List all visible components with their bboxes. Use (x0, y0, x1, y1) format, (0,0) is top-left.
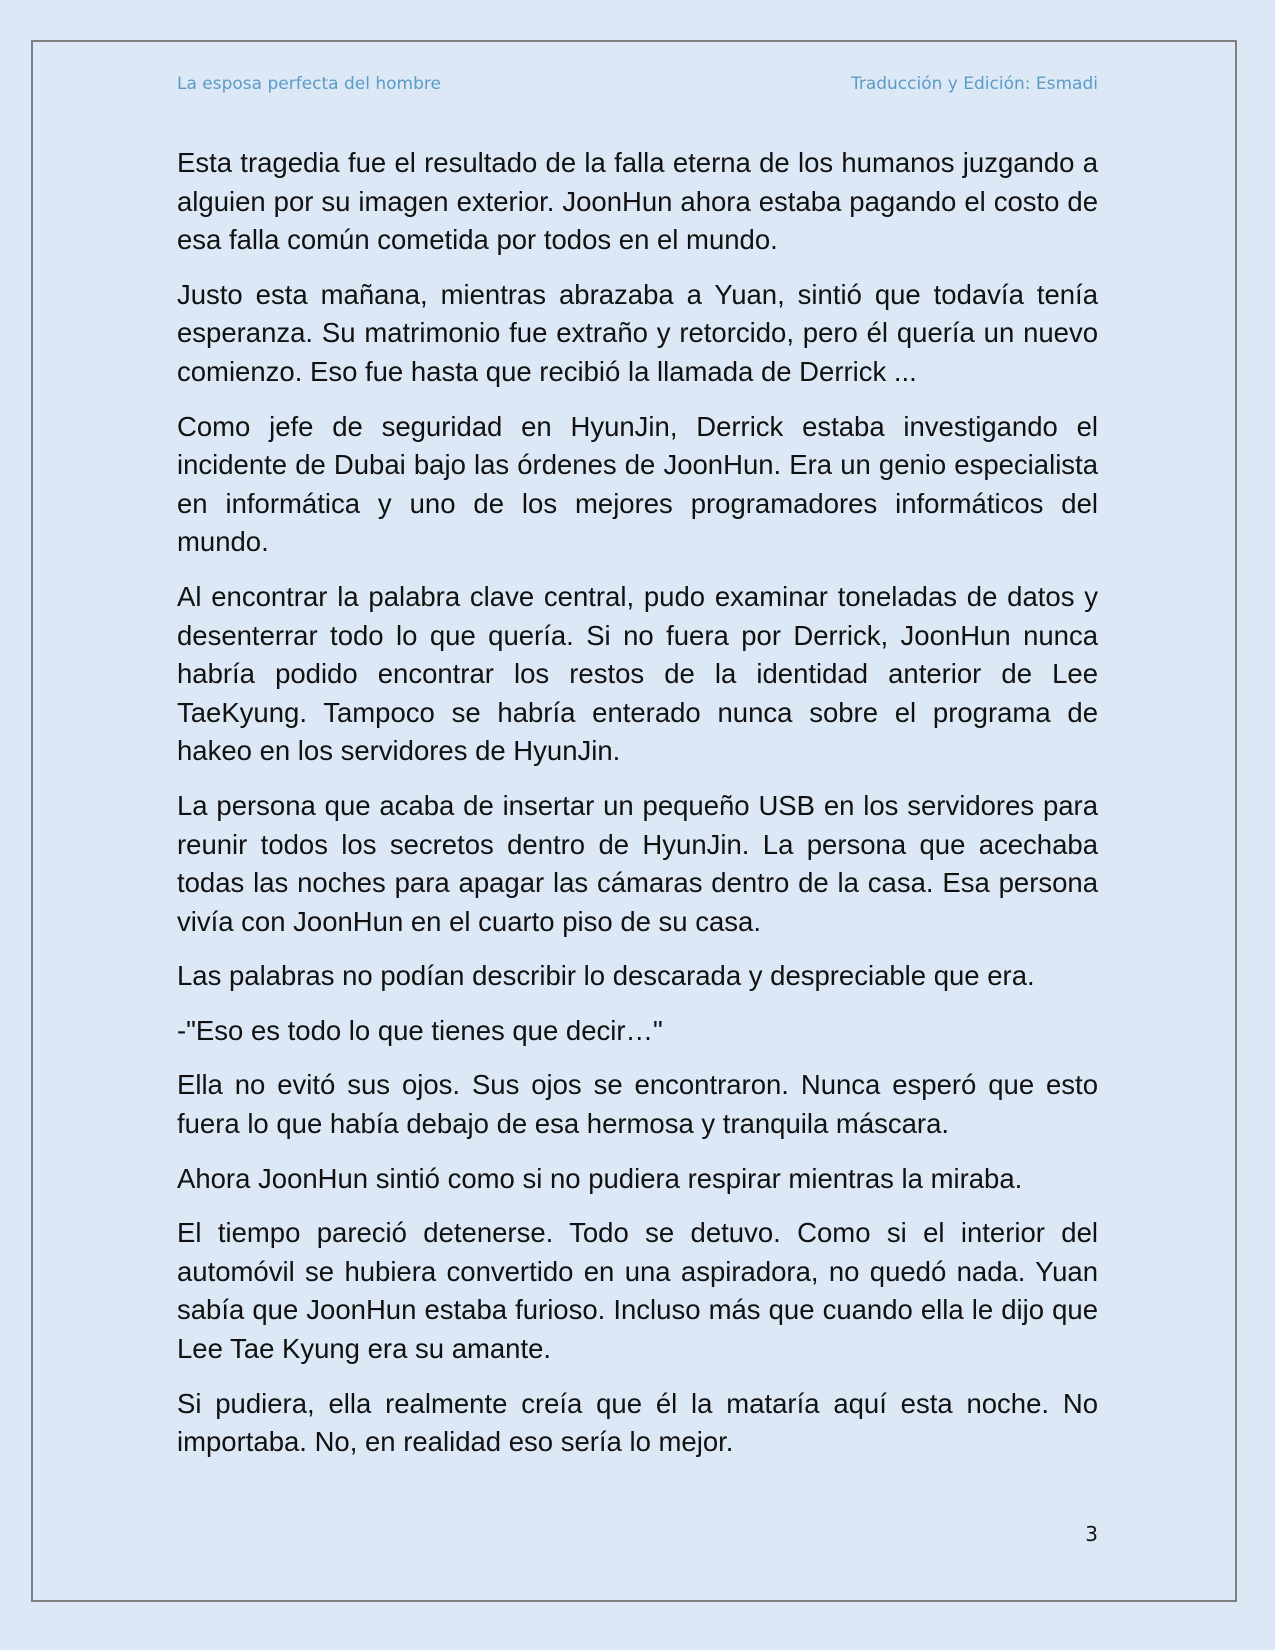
paragraph-7: -"Eso es todo lo que tienes que decir…" (177, 1014, 663, 1046)
page-number: 3 (1085, 1522, 1098, 1546)
paragraph-11: Si pudiera, ella realmente creía que él la mataría aquí esta noche. No importaba. No, en realidad eso sería lo mejor. (177, 1387, 1098, 1458)
paragraph-4: Al encontrar la palabra clave central, pudo examinar toneladas de datos y desenterrar todo lo que quería. Si no fuera por Derrick, JoonHun nunca habría podido encontrar los restos de la identidad anterior de Lee TaeKyung. Tampoco se habría enterado nunca sobre el programa de hakeo en los servidores de HyunJin. (177, 580, 1098, 767)
header-book-title: La esposa perfecta del hombre (177, 74, 441, 94)
paragraph-8: Ella no evitó sus ojos. Sus ojos se encontraron. Nunca esperó que esto fuera lo que había debajo de esa hermosa y tranquila máscara. (177, 1069, 1098, 1140)
header-credits: Traducción y Edición: Esmadi (850, 74, 1098, 94)
paragraph-9: Ahora JoonHun sintió como si no pudiera respirar mientras la miraba. (177, 1162, 1023, 1194)
paragraph-3: Como jefe de seguridad en HyunJin, Derrick estaba investigando el incidente de Dubai bajo las órdenes de JoonHun. Era un genio especialista en informática y uno de los mejores programadores informáticos del mundo. (177, 410, 1098, 558)
page-header (177, 74, 1098, 94)
paragraph-10: El tiempo pareció detenerse. Todo se detuvo. Como si el interior del automóvil se hubiera convertido en una aspiradora, no quedó nada. Yuan sabía que JoonHun estaba furioso. Incluso más que cuando ella le dijo que Lee Tae Kyung era su amante. (177, 1217, 1098, 1365)
paragraph-5: La persona que acaba de insertar un pequeño USB en los servidores para reunir todos los secretos dentro de HyunJin. La persona que acechaba todas las noches para apagar las cámaras dentro de la casa. Esa persona vivía con JoonHun en el cuarto piso de su casa. (177, 789, 1098, 937)
body-text (177, 144, 1098, 1478)
paragraph-1: Esta tragedia fue el resultado de la falla eterna de los humanos juzgando a alguien por su imagen exterior. JoonHun ahora estaba pagando el costo de esa falla común cometida por todos en el mundo. (177, 147, 1098, 256)
paragraph-6: Las palabras no podían describir lo descarada y despreciable que era. (177, 960, 1035, 992)
paragraph-2: Justo esta mañana, mientras abrazaba a Yuan, sintió que todavía tenía esperanza. Su matrimonio fue extraño y retorcido, pero él quería un nuevo comienzo. Eso fue hasta que recibió la llamada de Derrick ... (177, 278, 1098, 387)
